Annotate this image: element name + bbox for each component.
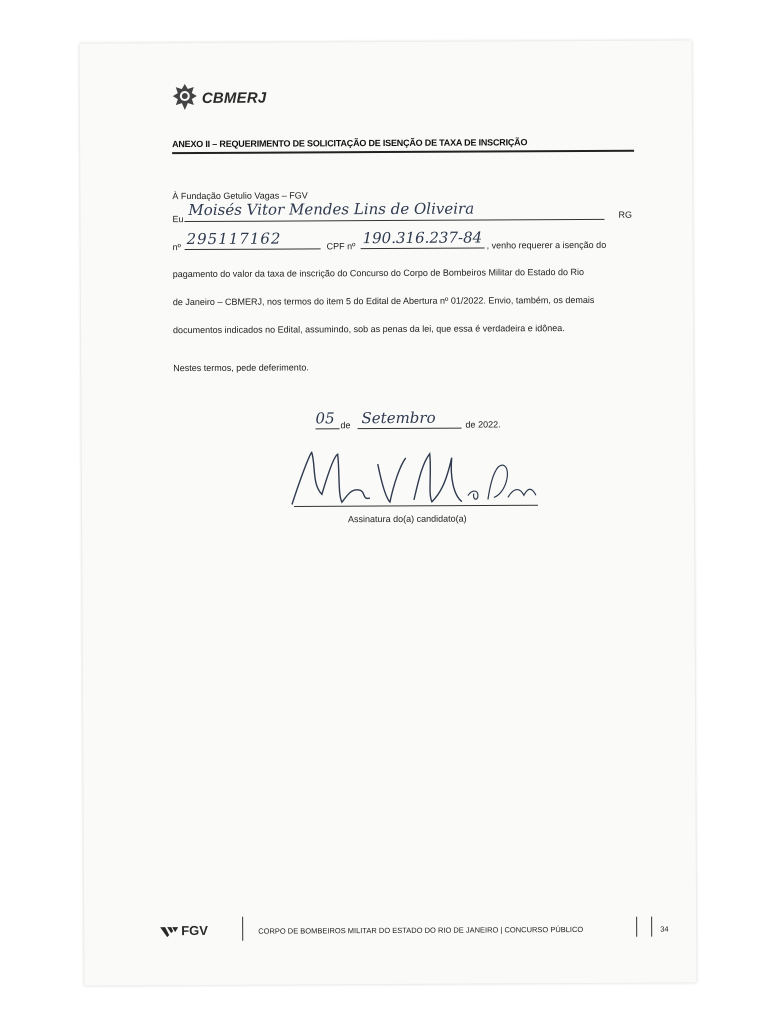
rg-number-prefix: nº xyxy=(172,242,181,253)
logo-text: CBMERJ xyxy=(201,89,267,107)
rg-number-field xyxy=(185,229,321,250)
closing-line: Nestes termos, pede deferimento. xyxy=(173,362,309,374)
fgv-logo xyxy=(160,923,208,938)
body-line-3: de Janeiro – CBMERJ, nos termos do item 5 do Edital de Abertura nº 01/2022. Envio, também, os demais xyxy=(172,294,595,308)
footer-text: CORPO DE BOMBEIROS MILITAR DO ESTADO DO RIO DE JANEIRO | CONCURSO PÚBLICO xyxy=(258,924,584,936)
handwritten-signature xyxy=(282,443,542,516)
line1-tail: , venho requerer a isenção do xyxy=(486,239,607,251)
footer-divider-right-2 xyxy=(651,917,652,937)
name-handwritten: Moisés Vitor Mendes Lins de Oliveira xyxy=(188,199,475,220)
body-line-2: pagamento do valor da taxa de inscrição do Concurso do Corpo de Bombeiros Militar do Estado do Rio xyxy=(172,266,585,280)
date-day-field xyxy=(315,409,339,429)
eu-label: Eu xyxy=(172,214,184,225)
date-de-label: de xyxy=(340,420,351,431)
date-year-text: de 2022. xyxy=(465,419,501,430)
footer-divider xyxy=(242,917,243,941)
fgv-brand-text: FGV xyxy=(181,922,208,939)
name-field xyxy=(184,201,604,222)
document-page xyxy=(80,40,697,985)
page-number: 34 xyxy=(660,924,669,934)
cpf-number-field xyxy=(361,228,485,249)
cbmerj-logo xyxy=(172,83,267,113)
footer-divider-right-1 xyxy=(636,917,637,937)
fire-department-emblem-icon xyxy=(172,83,198,113)
date-month-field xyxy=(357,408,461,430)
body-line-4: documentos indicados no Edital, assumindo, sob as penas da lei, que essa é verdadeira e idônea. xyxy=(173,323,565,336)
rg-label: RG xyxy=(618,209,632,220)
cpf-number-handwritten: 190.316.237-84 xyxy=(362,228,483,248)
addressee: À Fundação Getulio Vagas – FGV xyxy=(172,190,308,202)
document-title: ANEXO II – REQUERIMENTO DE SOLICITAÇÃO DE ISENÇÃO DE TAXA DE INSCRIÇÃO xyxy=(172,137,634,154)
date-month-handwritten: Setembro xyxy=(361,408,436,428)
rg-number-handwritten: 295117162 xyxy=(186,229,282,249)
date-day-handwritten: 05 xyxy=(315,409,335,428)
fgv-mark-icon xyxy=(160,925,178,937)
signature-label: Assinatura do(a) candidato(a) xyxy=(348,513,467,525)
cpf-label: CPF nº xyxy=(326,241,356,252)
